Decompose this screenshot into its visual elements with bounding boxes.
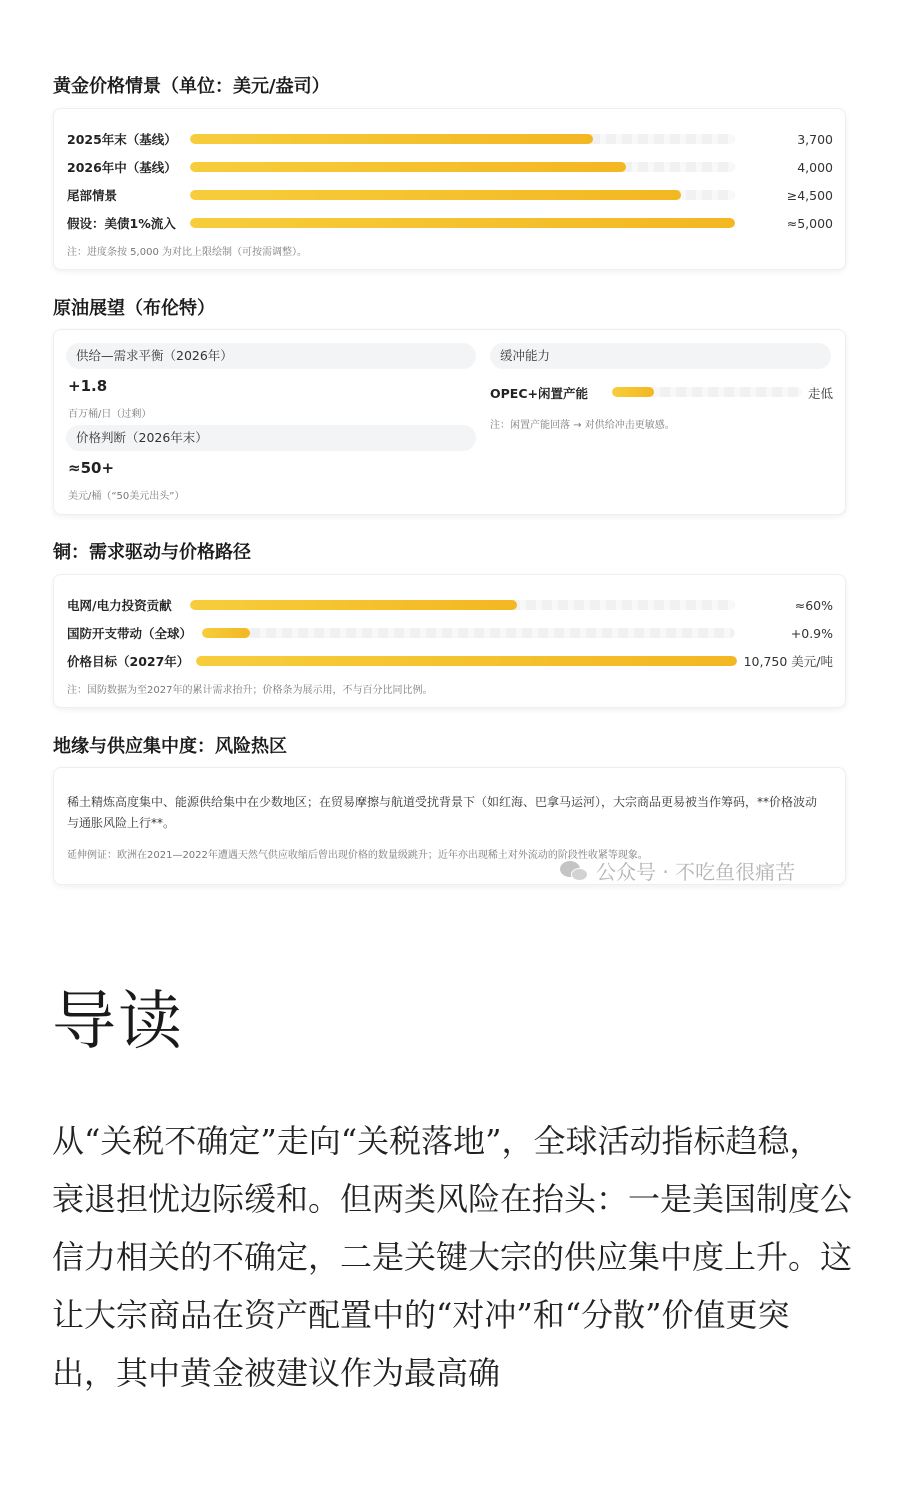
copper-row-label: 国防开支带动（全球） <box>67 626 193 641</box>
gold-row-label: 2025年末（基线） <box>67 132 177 147</box>
copper-note: 注：国防数据为至2027年的累计需求抬升；价格条为展示用，不与百分比同比例。 <box>67 685 433 696</box>
copper-row-value: +0.9% <box>790 625 833 641</box>
oil-balance-unit: 百万桶/日（过剩） <box>68 409 152 420</box>
copper-bar-fill <box>190 600 517 610</box>
opec-bar-track <box>612 387 802 397</box>
gold-row <box>67 129 833 149</box>
opec-value: 走低 <box>807 386 833 401</box>
oil-section-title: 原油展望（布伦特） <box>53 298 215 319</box>
gold-row-label: 假设：美债1%流入 <box>67 216 176 231</box>
gold-bar-track <box>190 134 735 144</box>
gold-bar-fill <box>190 190 681 200</box>
watermark <box>560 856 795 885</box>
copper-bar-fill <box>196 656 737 666</box>
gold-row-value: ≈5,000 <box>786 215 833 231</box>
gold-row <box>67 157 833 177</box>
article-lead: 从“关税不确定”走向“关税落地”，全球活动指标趋稳，衰退担忧边际缓和。但两类风险在抬头：一是美国制度公信力相关的不确定，二是关键大宗的供应集中度上升。这让大宗商品在资产配置中的“对冲”和“分散”价值更突出，其中黄金被建议作为最高确 <box>52 1122 853 1392</box>
oil-price-unit: 美元/桶（“50美元出头”） <box>68 491 185 502</box>
gold-section-title: 黄金价格情景（单位：美元/盎司） <box>53 76 330 97</box>
gold-note: 注：进度条按 5,000 为对比上限绘制（可按需调整）。 <box>67 247 307 258</box>
gold-bar-fill <box>190 218 735 228</box>
gold-row-value: 3,700 <box>797 131 833 147</box>
copper-row <box>67 623 833 643</box>
oil-card <box>53 329 846 515</box>
copper-row-label: 价格目标（2027年） <box>67 654 190 669</box>
geo-section-title: 地缘与供应集中度：风险热区 <box>53 736 287 757</box>
gold-row <box>67 213 833 233</box>
copper-row-value: ≈60% <box>794 597 833 613</box>
oil-price-pill: 价格判断（2026年末） <box>66 425 476 451</box>
gold-card <box>53 108 846 270</box>
copper-card <box>53 574 846 708</box>
gold-row <box>67 185 833 205</box>
copper-row-value: 10,750 美元/吨 <box>743 654 833 669</box>
oil-price-value: ≈50+ <box>68 459 115 477</box>
oil-balance-value: +1.8 <box>68 377 108 395</box>
gold-row-label: 2026年中（基线） <box>67 160 177 175</box>
oil-buffer-pill: 缓冲能力 <box>490 343 831 369</box>
opec-bar-fill <box>612 387 654 397</box>
copper-bar-fill <box>202 628 250 638</box>
oil-balance-pill: 供给—需求平衡（2026年） <box>66 343 476 369</box>
article-heading: 导读 <box>52 985 184 1059</box>
gold-row-label: 尾部情景 <box>67 188 118 203</box>
opec-label: OPEC+闲置产能 <box>490 386 588 401</box>
gold-bar-fill <box>190 134 593 144</box>
geo-note: 延伸例证：欧洲在2021—2022年遭遇天然气供应收缩后曾出现价格的数量级跳升；近年亦出现稀土对外流动的阶段性收紧等现象。 <box>67 850 648 861</box>
copper-bar-track <box>196 656 737 666</box>
gold-row-value: ≥4,500 <box>786 187 833 203</box>
gold-bar-track <box>190 190 735 200</box>
copper-bar-track <box>202 628 735 638</box>
copper-row <box>67 651 833 671</box>
copper-section-title: 铜：需求驱动与价格路径 <box>53 542 251 563</box>
gold-bar-track <box>190 162 735 172</box>
wechat-icon <box>560 859 590 883</box>
gold-bar-track <box>190 218 735 228</box>
oil-buffer-note: 注：闲置产能回落 → 对供给冲击更敏感。 <box>490 420 675 431</box>
gold-bar-fill <box>190 162 626 172</box>
gold-row-value: 4,000 <box>797 159 833 175</box>
copper-row-label: 电网/电力投资贡献 <box>67 598 172 613</box>
geo-body: 稀土精炼高度集中、能源供给集中在少数地区；在贸易摩擦与航道受扰背景下（如红海、巴拿马运河），大宗商品更易被当作筹码，**价格波动与通胀风险上行**。 <box>67 795 818 830</box>
watermark-text: 公众号 · 不吃鱼很痛苦 <box>596 860 796 884</box>
copper-bar-track <box>190 600 735 610</box>
copper-row <box>67 595 833 615</box>
